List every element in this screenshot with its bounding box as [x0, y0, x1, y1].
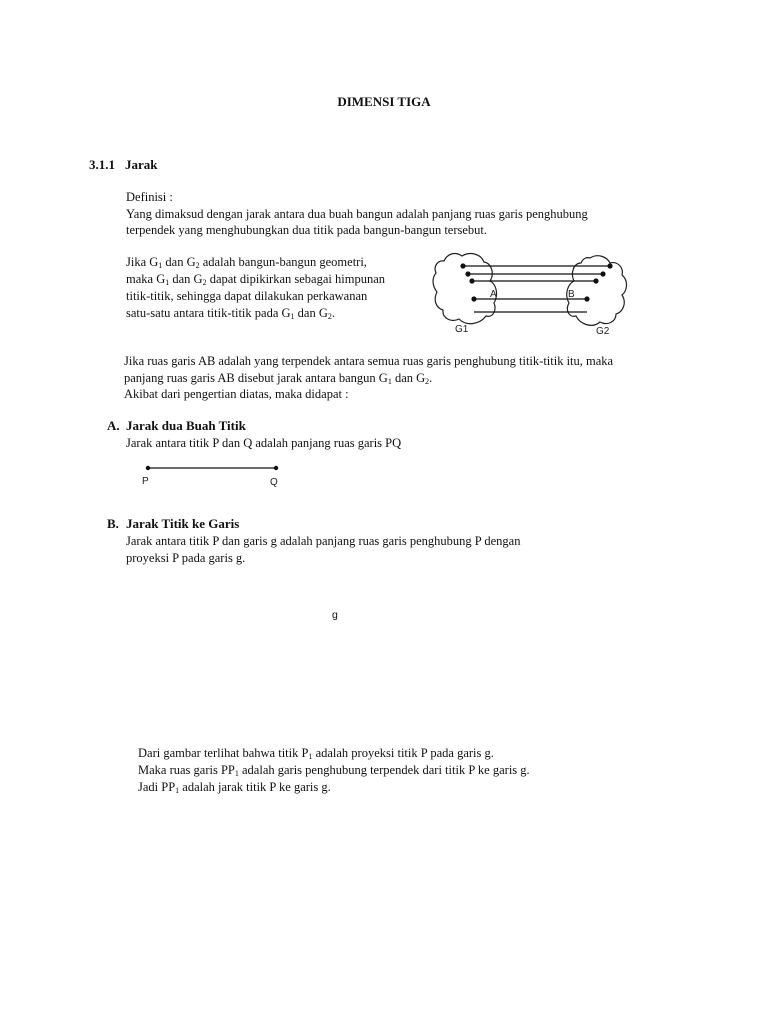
section-a-heading: A. Jarak dua Buah Titik — [107, 418, 246, 433]
line-g-label: g — [332, 609, 338, 621]
point-a-label: A — [490, 289, 497, 300]
pq-segment-figure — [138, 460, 288, 490]
ab-paragraph-line: panjang ruas garis AB disebut jarak antara bangun $G_1$ dan $G_2$. — [124, 371, 433, 386]
point-q-label: Q — [270, 477, 278, 488]
g-paragraph-line: Jika $G_1$ dan $G_2$ adalah bangun-bangun geometri, — [126, 255, 367, 270]
g2-label: G2 — [596, 326, 610, 337]
g-paragraph-line: satu-satu antara titik-titik pada $G_1$ dan $G_2$. — [126, 306, 335, 321]
section-heading — [89, 157, 158, 173]
ab-paragraph-line: Jika ruas garis AB adalah yang terpendek antara semua ruas garis penghubung titik-titik itu, maka — [124, 354, 614, 368]
g-paragraph-line: maka $G_1$ dan $G_2$ dapat dipikirkan sebagai himpunan — [126, 272, 385, 287]
section-number: 3.1.1 — [89, 157, 115, 172]
section-b-line: Jarak antara titik P dan garis g adalah panjang ruas garis penghubung P dengan — [126, 534, 521, 548]
definition-line: Yang dimaksud dengan jarak antara dua buah bangun adalah panjang ruas garis penghubung — [126, 207, 588, 221]
section-b-line: proyeksi P pada garis g. — [126, 551, 246, 565]
section-title: Jarak — [125, 157, 158, 172]
page-title: DIMENSI TIGA — [337, 94, 431, 109]
section-b-heading: B. Jarak Titik ke Garis — [107, 516, 240, 531]
conclusion-line: Maka ruas garis $PP_1$ adalah garis penghubung terpendek dari titik P ke garis g. — [138, 763, 530, 778]
g1-blob — [433, 254, 496, 324]
conclusion-line: Jadi $PP_1$ adalah jarak titik P ke garis g. — [138, 780, 331, 795]
section-a-text: Jarak antara titik P dan Q adalah panjang ruas garis PQ — [126, 436, 402, 450]
definition-line: terpendek yang menghubungkan dua titik pada bangun-bangun tersebut. — [126, 223, 488, 237]
point-p-label: P — [142, 476, 149, 487]
g-paragraph-line: titik-titik, sehingga dapat dilakukan perkawanan — [126, 289, 368, 303]
point-q — [274, 466, 278, 470]
definition-label: Definisi : — [126, 190, 173, 204]
g1-g2-correspondence-figure — [430, 248, 640, 343]
point-p — [146, 466, 150, 470]
g1-label: G1 — [455, 324, 469, 335]
point-b-label: B — [568, 289, 575, 300]
conclusion-line: Dari gambar terlihat bahwa titik $P_1$ adalah proyeksi titik P pada garis g. — [138, 746, 494, 761]
ab-paragraph-line: Akibat dari pengertian diatas, maka didapat : — [124, 387, 349, 401]
